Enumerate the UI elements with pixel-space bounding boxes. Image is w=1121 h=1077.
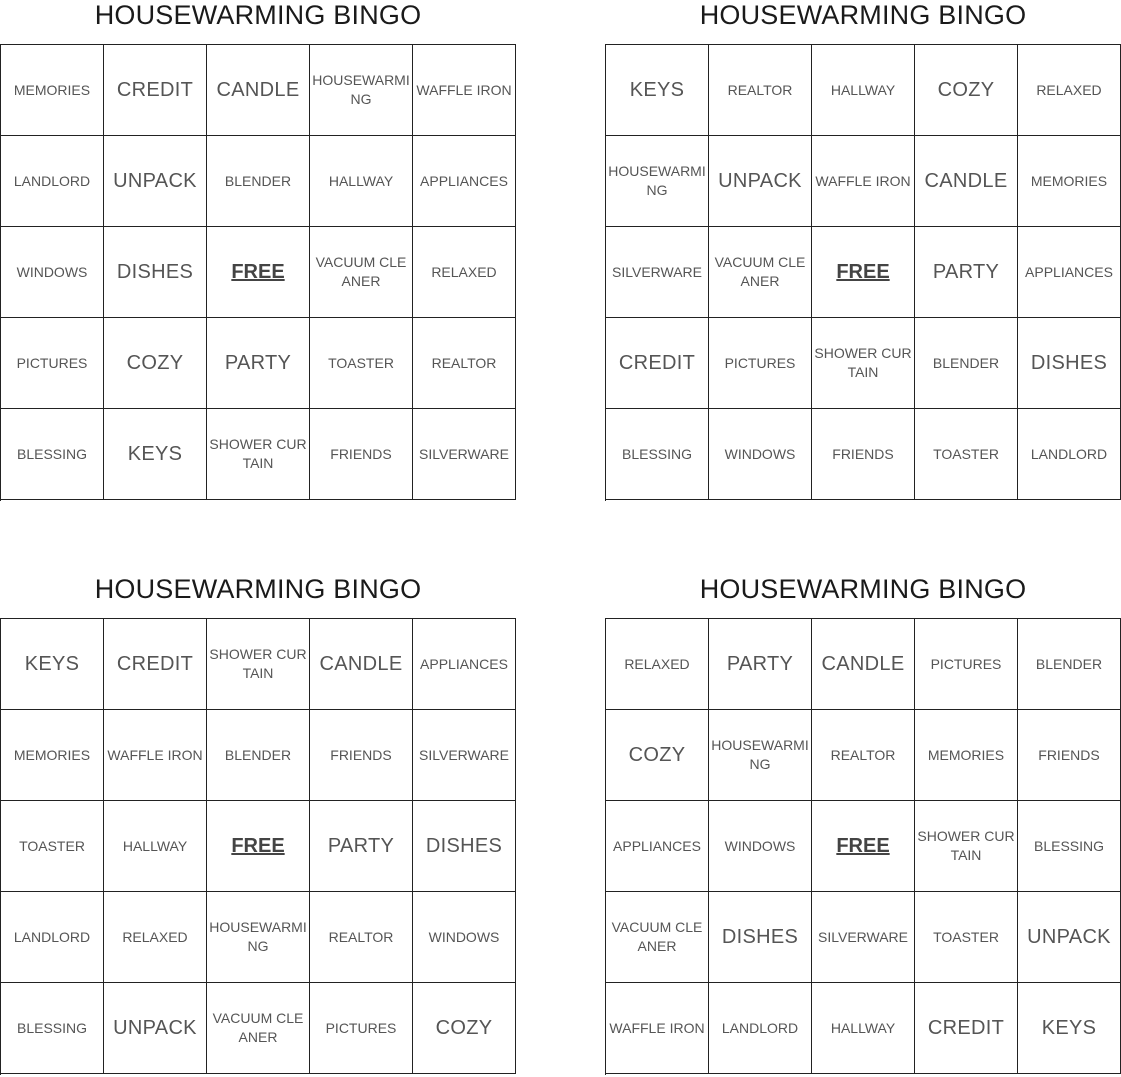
bingo-cell: CANDLE: [812, 619, 915, 710]
bingo-cell: WINDOWS: [413, 892, 516, 983]
free-space-cell: FREE: [812, 801, 915, 892]
bingo-cell: VACUUM CLEANER: [709, 227, 812, 318]
bingo-cell: VACUUM CLEANER: [207, 983, 310, 1074]
bingo-cell: TOASTER: [915, 409, 1018, 500]
free-space-cell: FREE: [207, 227, 310, 318]
bingo-cell: FRIENDS: [1018, 710, 1121, 801]
bingo-card-1: [0, 0, 516, 501]
bingo-cell: RELAXED: [104, 892, 207, 983]
bingo-cell: REALTOR: [413, 318, 516, 409]
bingo-cell: FRIENDS: [812, 409, 915, 500]
bingo-cell: KEYS: [104, 409, 207, 500]
bingo-cell: HALLWAY: [104, 801, 207, 892]
bingo-cell: LANDLORD: [1, 136, 104, 227]
bingo-cell: TOASTER: [310, 318, 413, 409]
bingo-cell: WAFFLE IRON: [812, 136, 915, 227]
bingo-cell: CREDIT: [104, 45, 207, 136]
bingo-cell: COZY: [606, 710, 709, 801]
bingo-cell: PICTURES: [709, 318, 812, 409]
bingo-cell: RELAXED: [1018, 45, 1121, 136]
card-title: HOUSEWARMING BINGO: [699, 0, 1027, 30]
bingo-cell: APPLIANCES: [413, 619, 516, 710]
bingo-cell: DISHES: [1018, 318, 1121, 409]
bingo-cell: WINDOWS: [709, 409, 812, 500]
bingo-cell: UNPACK: [104, 136, 207, 227]
bingo-cell: SHOWER CURTAIN: [812, 318, 915, 409]
bingo-cell: LANDLORD: [709, 983, 812, 1074]
bingo-cell: SILVERWARE: [812, 892, 915, 983]
bingo-cell: CANDLE: [915, 136, 1018, 227]
bingo-cell: RELAXED: [413, 227, 516, 318]
bingo-cell: MEMORIES: [1, 45, 104, 136]
bingo-cell: HALLWAY: [310, 136, 413, 227]
bingo-cell: SILVERWARE: [413, 409, 516, 500]
bingo-cell: WINDOWS: [709, 801, 812, 892]
bingo-cell: BLESSING: [1, 409, 104, 500]
bingo-cell: PARTY: [915, 227, 1018, 318]
bingo-cell: PICTURES: [1, 318, 104, 409]
bingo-cell: BLESSING: [1018, 801, 1121, 892]
bingo-cell: HOUSEWARMING: [207, 892, 310, 983]
bingo-cell: APPLIANCES: [1018, 227, 1121, 318]
bingo-cell: MEMORIES: [915, 710, 1018, 801]
bingo-cell: UNPACK: [709, 136, 812, 227]
bingo-card-3: [0, 574, 516, 1075]
bingo-cell: REALTOR: [812, 710, 915, 801]
bingo-cell: BLESSING: [606, 409, 709, 500]
bingo-cell: WINDOWS: [1, 227, 104, 318]
bingo-cell: LANDLORD: [1, 892, 104, 983]
bingo-cell: KEYS: [1, 619, 104, 710]
bingo-cell: DISHES: [413, 801, 516, 892]
bingo-cell: REALTOR: [709, 45, 812, 136]
bingo-cell: DISHES: [104, 227, 207, 318]
bingo-cell: CREDIT: [606, 318, 709, 409]
bingo-grid: [0, 618, 516, 1075]
bingo-cell: REALTOR: [310, 892, 413, 983]
bingo-cell: CREDIT: [915, 983, 1018, 1074]
bingo-cell: RELAXED: [606, 619, 709, 710]
bingo-cell: TOASTER: [915, 892, 1018, 983]
bingo-cell: BLESSING: [1, 983, 104, 1074]
bingo-cell: CANDLE: [310, 619, 413, 710]
free-space-cell: FREE: [812, 227, 915, 318]
bingo-cell: VACUUM CLEANER: [310, 227, 413, 318]
bingo-cell: APPLIANCES: [413, 136, 516, 227]
bingo-cell: VACUUM CLEANER: [606, 892, 709, 983]
bingo-cell: COZY: [104, 318, 207, 409]
bingo-cell: BLENDER: [1018, 619, 1121, 710]
bingo-cell: WAFFLE IRON: [413, 45, 516, 136]
bingo-cell: BLENDER: [207, 710, 310, 801]
bingo-cell: PARTY: [207, 318, 310, 409]
bingo-cell: KEYS: [1018, 983, 1121, 1074]
bingo-cell: PICTURES: [310, 983, 413, 1074]
bingo-card-4: [605, 574, 1121, 1075]
bingo-grid: [605, 618, 1121, 1075]
bingo-cell: TOASTER: [1, 801, 104, 892]
bingo-cell: WAFFLE IRON: [606, 983, 709, 1074]
bingo-cell: PARTY: [310, 801, 413, 892]
bingo-cell: WAFFLE IRON: [104, 710, 207, 801]
bingo-cell: SHOWER CURTAIN: [207, 619, 310, 710]
bingo-cell: BLENDER: [207, 136, 310, 227]
bingo-grid: [605, 44, 1121, 501]
bingo-cell: COZY: [915, 45, 1018, 136]
bingo-cell: UNPACK: [1018, 892, 1121, 983]
bingo-card-2: [605, 0, 1121, 501]
bingo-cell: FRIENDS: [310, 409, 413, 500]
bingo-cell: HOUSEWARMING: [606, 136, 709, 227]
card-title: HOUSEWARMING BINGO: [94, 0, 422, 30]
bingo-cell: HOUSEWARMING: [709, 710, 812, 801]
bingo-cell: LANDLORD: [1018, 409, 1121, 500]
bingo-cell: FRIENDS: [310, 710, 413, 801]
bingo-cell: HALLWAY: [812, 45, 915, 136]
bingo-cell: SHOWER CURTAIN: [207, 409, 310, 500]
free-space-cell: FREE: [207, 801, 310, 892]
bingo-cell: SHOWER CURTAIN: [915, 801, 1018, 892]
bingo-cell: CREDIT: [104, 619, 207, 710]
bingo-cell: SILVERWARE: [606, 227, 709, 318]
bingo-cell: KEYS: [606, 45, 709, 136]
card-title: HOUSEWARMING BINGO: [699, 574, 1027, 604]
bingo-cell: PARTY: [709, 619, 812, 710]
bingo-cell: DISHES: [709, 892, 812, 983]
bingo-cell: BLENDER: [915, 318, 1018, 409]
bingo-grid: [0, 44, 516, 501]
bingo-cell: CANDLE: [207, 45, 310, 136]
bingo-cell: MEMORIES: [1018, 136, 1121, 227]
card-title: HOUSEWARMING BINGO: [94, 574, 422, 604]
bingo-cell: SILVERWARE: [413, 710, 516, 801]
bingo-cell: MEMORIES: [1, 710, 104, 801]
bingo-cell: UNPACK: [104, 983, 207, 1074]
bingo-cell: HOUSEWARMING: [310, 45, 413, 136]
bingo-cell: APPLIANCES: [606, 801, 709, 892]
bingo-cell: PICTURES: [915, 619, 1018, 710]
bingo-cell: HALLWAY: [812, 983, 915, 1074]
bingo-cell: COZY: [413, 983, 516, 1074]
